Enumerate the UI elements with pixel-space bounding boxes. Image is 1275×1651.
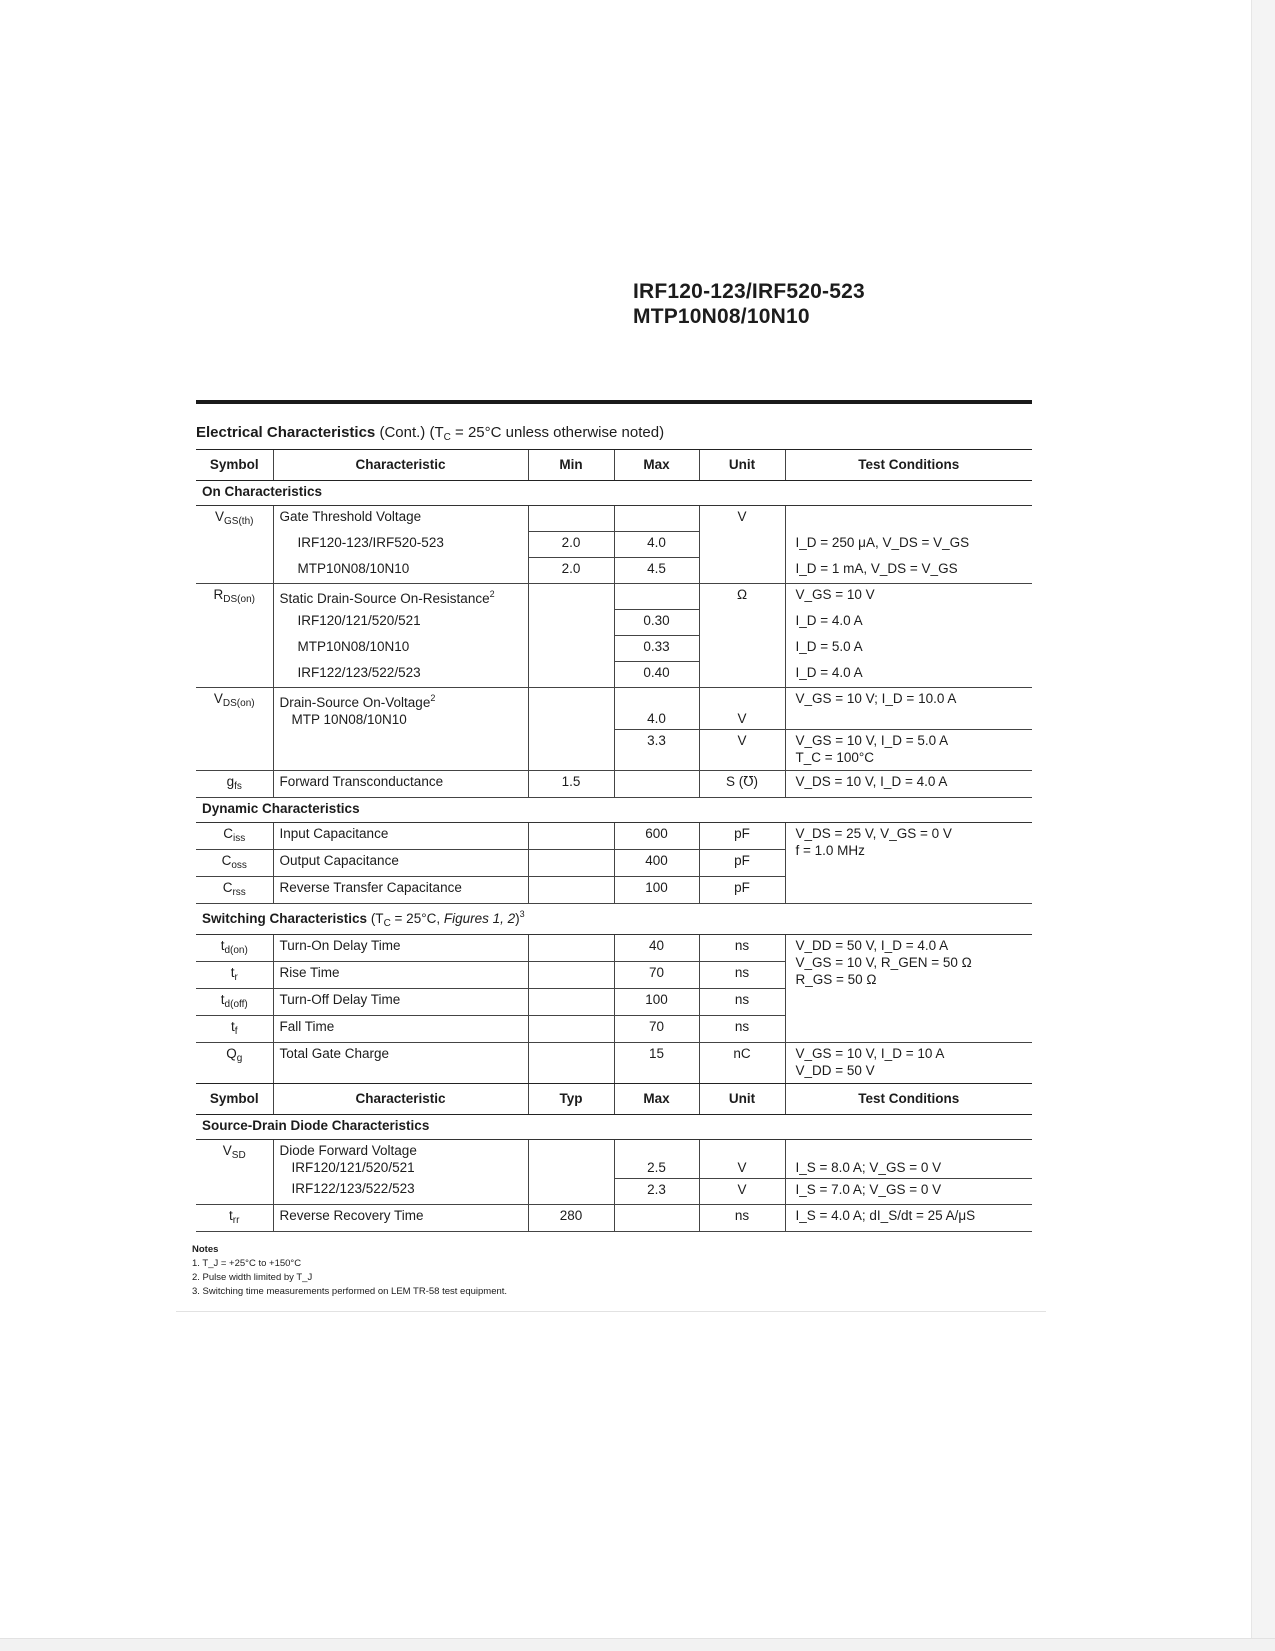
part-cell: IRF120/121/520/521	[273, 610, 528, 636]
max-cell: 100	[614, 989, 699, 1016]
unit-cell: V	[699, 506, 785, 584]
note-item: 2. Pulse width limited by T_J	[192, 1272, 313, 1283]
characteristic-cell: Total Gate Charge	[273, 1043, 528, 1084]
symbol-cell: $t_r$	[196, 962, 273, 989]
part-cell: IRF122/123/522/523	[273, 1178, 528, 1204]
symbol-cell: $V_{GS(th)}$	[196, 506, 273, 584]
max-cell: 0.40	[614, 662, 699, 688]
max-cell: 3.3	[614, 729, 699, 771]
source-drain-diode-table	[196, 1083, 1032, 1232]
unit-cell: ns	[699, 935, 785, 962]
section-row	[196, 481, 1032, 506]
max-cell: 15	[614, 1043, 699, 1084]
page-title	[633, 279, 865, 329]
unit-cell: Ω	[699, 584, 785, 688]
symbol-cell: $C_{oss}$	[196, 850, 273, 877]
min-cell: 1.5	[528, 771, 614, 798]
table-header-row	[196, 1084, 1032, 1115]
unit-cell: ns	[699, 989, 785, 1016]
characteristic-cell: Turn-Off Delay Time	[273, 989, 528, 1016]
characteristic-cell: Rise Time	[273, 962, 528, 989]
characteristic-cell: Static Drain-Source On-Resistance$^2$	[273, 584, 528, 610]
symbol-cell: $t_{rr}$	[196, 1204, 273, 1231]
max-cell: 400	[614, 850, 699, 877]
max-cell: 0.30	[614, 610, 699, 636]
col-header: Characteristic	[273, 450, 528, 481]
section-title: Switching Characteristics ($T_C = 25^\circ C$, Figures 1, 2)$^3$	[196, 904, 1032, 935]
condition-cell: V_DD = 50 V, I_D = 4.0 A V_GS = 10 V, R_GEN = 50 Ω R_GS = 50 Ω	[785, 935, 1032, 1043]
heading-rest: (Cont.) (T	[379, 424, 444, 441]
condition-cell: V_GS = 10 V	[785, 584, 1032, 610]
table-row	[196, 771, 1032, 798]
heading-sub: C	[443, 432, 451, 443]
max-cell: 2.5	[614, 1140, 699, 1179]
symbol-cell: $Q_g$	[196, 1043, 273, 1084]
condition-cell: I_S = 7.0 A; V_GS = 0 V	[785, 1178, 1032, 1204]
symbol-cell: $g_{fs}$	[196, 771, 273, 798]
max-cell: 70	[614, 962, 699, 989]
notes-title: Notes	[192, 1244, 219, 1255]
table-row	[196, 636, 1032, 662]
unit-cell: pF	[699, 823, 785, 850]
table-row	[196, 935, 1032, 962]
condition-cell: I_D = 4.0 A	[785, 610, 1032, 636]
section-row	[196, 798, 1032, 823]
max-cell: 600	[614, 823, 699, 850]
scan-page-edge	[1251, 0, 1275, 1650]
condition-cell: I_D = 1 mA, V_DS = V_GS	[785, 558, 1032, 584]
unit-cell: S (℧)	[699, 771, 785, 798]
unit-cell: pF	[699, 850, 785, 877]
max-cell: 40	[614, 935, 699, 962]
symbol-cell: $t_{d(on)}$	[196, 935, 273, 962]
table-row	[196, 1140, 1032, 1179]
section-title: Source-Drain Diode Characteristics	[196, 1115, 1032, 1140]
title-line-1: IRF120-123/IRF520-523	[633, 280, 865, 303]
symbol-cell: $V_{SD}$	[196, 1140, 273, 1205]
min-cell: 2.0	[528, 558, 614, 584]
max-cell: 70	[614, 1016, 699, 1043]
unit-cell: V	[699, 688, 785, 730]
notes	[192, 1243, 507, 1299]
symbol-cell: $C_{rss}$	[196, 877, 273, 904]
unit-cell: ns	[699, 962, 785, 989]
min-cell: 2.0	[528, 532, 614, 558]
characteristic-cell: Output Capacitance	[273, 850, 528, 877]
col-header: Typ	[528, 1084, 614, 1115]
col-header: Test Conditions	[785, 1084, 1032, 1115]
unit-cell: V	[699, 1140, 785, 1179]
characteristic-cell: Turn-On Delay Time	[273, 935, 528, 962]
max-cell: 2.3	[614, 1178, 699, 1204]
note-item: 3. Switching time measurements performed on LEM TR-58 test equipment.	[192, 1286, 508, 1297]
scan-bottom-edge	[0, 1638, 1275, 1651]
symbol-cell: $t_f$	[196, 1016, 273, 1043]
characteristic-cell: Input Capacitance	[273, 823, 528, 850]
col-header: Symbol	[196, 1084, 273, 1115]
table-header-row	[196, 450, 1032, 481]
condition-cell: V_GS = 10 V, I_D = 5.0 A T_C = 100°C	[785, 729, 1032, 771]
symbol-cell: $t_{d(off)}$	[196, 989, 273, 1016]
bottom-rule	[176, 1311, 1046, 1312]
table-row	[196, 532, 1032, 558]
part-cell: IRF120-123/IRF520-523	[273, 532, 528, 558]
col-header: Test Conditions	[785, 450, 1032, 481]
table-row	[196, 584, 1032, 610]
part-cell: MTP10N08/10N10	[273, 558, 528, 584]
col-header: Symbol	[196, 450, 273, 481]
unit-cell: V	[699, 1178, 785, 1204]
unit-cell: nC	[699, 1043, 785, 1084]
table-row	[196, 1043, 1032, 1084]
title-line-2: MTP10N08/10N10	[633, 305, 810, 328]
section-row	[196, 1115, 1032, 1140]
max-cell: 4.0	[614, 532, 699, 558]
col-header: Characteristic	[273, 1084, 528, 1115]
characteristic-cell: Gate Threshold Voltage	[273, 506, 528, 532]
part-label: MTP 10N08/10N10	[291, 712, 407, 727]
table-row	[196, 823, 1032, 850]
condition-cell: V_DS = 10 V, I_D = 4.0 A	[785, 771, 1032, 798]
electrical-characteristics-table	[196, 449, 1032, 1084]
max-cell: 0.33	[614, 636, 699, 662]
characteristic-cell: Forward Transconductance	[273, 771, 528, 798]
condition-cell: I_D = 250 μA, V_DS = V_GS	[785, 532, 1032, 558]
condition-cell: I_S = 8.0 A; V_GS = 0 V	[785, 1140, 1032, 1179]
condition-cell: I_S = 4.0 A; dI_S/dt = 25 A/μS	[785, 1204, 1032, 1231]
max-cell: 100	[614, 877, 699, 904]
max-cell: 4.0	[614, 688, 699, 730]
characteristic-cell: Fall Time	[273, 1016, 528, 1043]
unit-cell: pF	[699, 877, 785, 904]
symbol-cell: $C_{iss}$	[196, 823, 273, 850]
table-heading	[196, 424, 664, 443]
unit-cell: ns	[699, 1204, 785, 1231]
heading-bold: Electrical Characteristics	[196, 424, 376, 441]
condition-cell: V_GS = 10 V; I_D = 10.0 A	[785, 688, 1032, 730]
characteristic-cell: Diode Forward Voltage IRF120/121/520/521	[273, 1140, 528, 1179]
heading-tail: = 25°C unless otherwise noted)	[450, 424, 665, 441]
unit-cell: ns	[699, 1016, 785, 1043]
part-cell: IRF122/123/522/523	[273, 662, 528, 688]
table-row	[196, 506, 1032, 532]
typ-cell: 280	[528, 1204, 614, 1231]
symbol-cell: $R_{DS(on)}$	[196, 584, 273, 688]
condition-cell: V_DS = 25 V, V_GS = 0 V f = 1.0 MHz	[785, 823, 1032, 904]
col-header: Max	[614, 1084, 699, 1115]
table-row	[196, 688, 1032, 730]
characteristic-cell: Reverse Transfer Capacitance	[273, 877, 528, 904]
section-row	[196, 904, 1032, 935]
table-row	[196, 558, 1032, 584]
table-row	[196, 610, 1032, 636]
symbol-cell: $V_{DS(on)}$	[196, 688, 273, 771]
table-row	[196, 1178, 1032, 1204]
unit-cell: V	[699, 729, 785, 771]
note-item: 1. T_J = +25°C to +150°C	[192, 1258, 302, 1269]
col-header: Unit	[699, 1084, 785, 1115]
condition-cell: I_D = 4.0 A	[785, 662, 1032, 688]
table-row	[196, 662, 1032, 688]
section-title: Dynamic Characteristics	[196, 798, 1032, 823]
max-cell: 4.5	[614, 558, 699, 584]
characteristic-cell: Reverse Recovery Time	[273, 1204, 528, 1231]
condition-cell: I_D = 5.0 A	[785, 636, 1032, 662]
col-header: Unit	[699, 450, 785, 481]
table-row	[196, 1204, 1032, 1231]
section-title: On Characteristics	[196, 481, 1032, 506]
top-rule	[196, 400, 1032, 404]
condition-cell: V_GS = 10 V, I_D = 10 A V_DD = 50 V	[785, 1043, 1032, 1084]
col-header: Max	[614, 450, 699, 481]
col-header: Min	[528, 450, 614, 481]
characteristic-cell: Drain-Source On-Voltage$^2$ MTP 10N08/10N10	[273, 688, 528, 771]
part-cell: MTP10N08/10N10	[273, 636, 528, 662]
